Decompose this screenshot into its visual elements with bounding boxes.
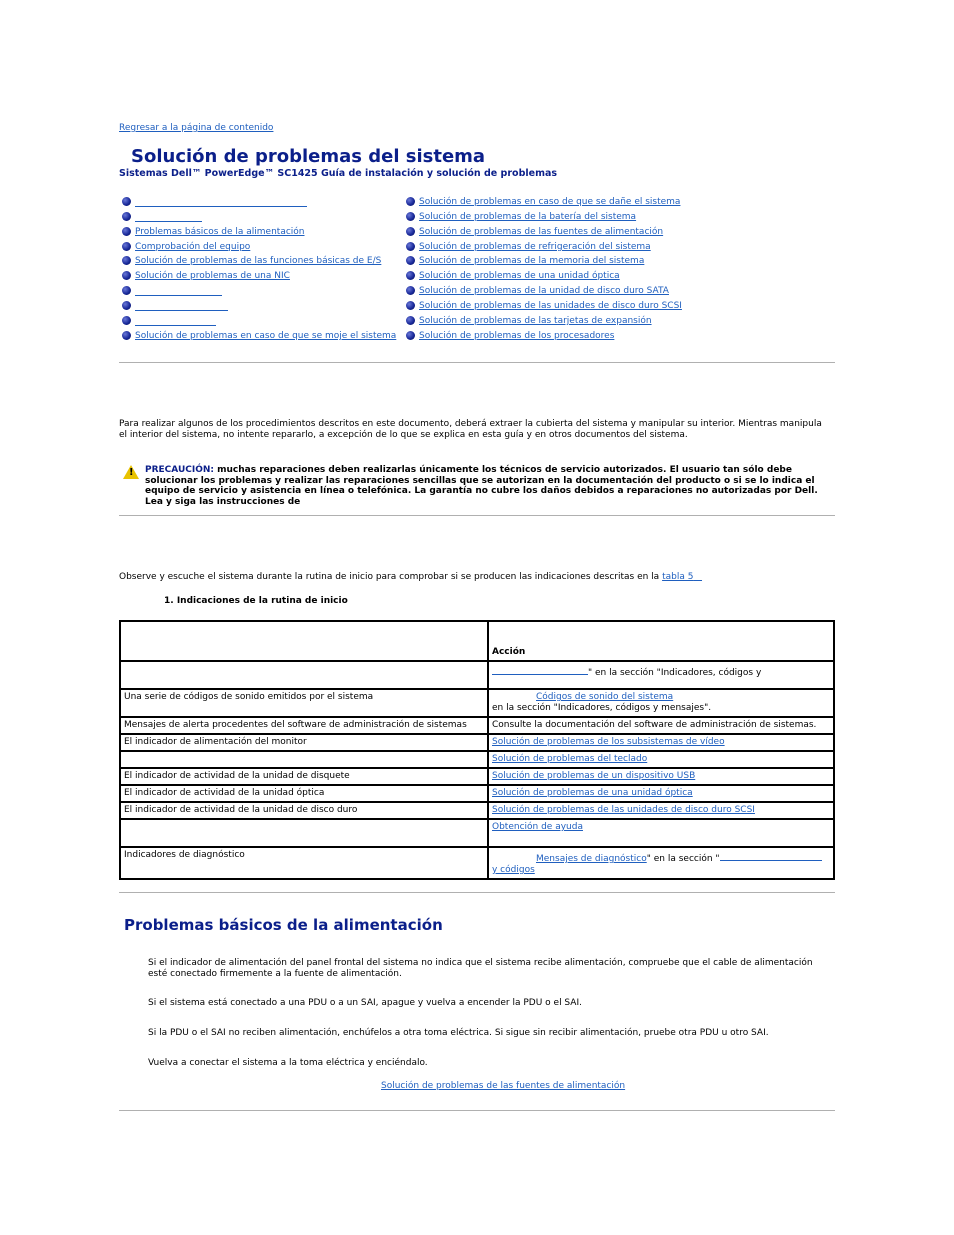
toc-link-blank[interactable] (135, 300, 228, 311)
section-title-power: Problemas básicos de la alimentación (124, 916, 443, 934)
bullet-icon (122, 197, 131, 206)
toc-link-optical[interactable]: Solución de problemas de una unidad óptica (419, 271, 620, 281)
toc-link-wet-system[interactable]: Solución de problemas en caso de que se moje el sistema (135, 331, 397, 341)
caution-label: PRECAUCIÓN: (145, 465, 215, 475)
divider (119, 515, 835, 516)
bullet-icon (406, 197, 415, 206)
back-to-contents-link[interactable]: Regresar a la página de contenido (119, 123, 274, 133)
toc-link-expansion[interactable]: Solución de problemas de las tarjetas de expansión (419, 316, 652, 326)
bullet-icon (122, 271, 131, 280)
intro-paragraph: Para realizar algunos de los procedimientos descritos en este documento, deberá extraer la cubierta del sistema y manipular su interior. Mientras manipula el interior del sistema, no intente repararlo, a excepción de lo que se explica en esta guía y en otros documentos del sistema. (119, 419, 822, 440)
table-cell: El indicador de actividad de la unidad de disco duro (120, 802, 488, 819)
toc-link-nic[interactable]: Solución de problemas de una NIC (135, 271, 290, 281)
bullet-icon (406, 301, 415, 310)
bullet-icon (406, 256, 415, 265)
toc-link-power-supplies[interactable]: Solución de problemas de las fuentes de alimentación (419, 227, 664, 237)
table-cell: El indicador de alimentación del monitor (120, 734, 488, 751)
toc-link-power-basic[interactable]: Problemas básicos de la alimentación (135, 227, 305, 237)
action-link-beep-codes[interactable]: Códigos de sonido del sistema (536, 692, 674, 702)
action-link-video[interactable]: Solución de problemas de los subsistemas de vídeo (492, 737, 725, 747)
action-link-keyboard[interactable]: Solución de problemas del teclado (492, 754, 648, 764)
table-cell (488, 768, 834, 785)
table-cell: Mensajes de alerta procedentes del software de administración de sistemas (120, 717, 488, 734)
action-link-blank[interactable] (720, 850, 822, 861)
toc-link-scsi[interactable]: Solución de problemas de las unidades de disco duro SCSI (419, 301, 682, 311)
action-link-blank[interactable] (492, 664, 588, 675)
table-cell (120, 819, 488, 847)
action-link-codes[interactable]: y códigos (492, 865, 535, 875)
table-cell: El indicador de actividad de la unidad óptica (120, 785, 488, 802)
table-cell (488, 802, 834, 819)
bullet-icon (122, 301, 131, 310)
power-supplies-link[interactable]: Solución de problemas de las fuentes de alimentación (381, 1081, 626, 1091)
table-cell (120, 661, 488, 689)
divider (119, 892, 835, 893)
table-cell: Una serie de códigos de sonido emitidos por el sistema (120, 689, 488, 717)
warning-exclamation: ! (129, 467, 134, 478)
toc-link-io-functions[interactable]: Solución de problemas de las funciones básicas de E/S (135, 256, 382, 266)
bullet-icon (406, 227, 415, 236)
startup-indications-table (119, 620, 835, 880)
bullet-icon (122, 316, 131, 325)
action-link-diagnostics[interactable]: Mensajes de diagnóstico (536, 854, 647, 864)
bullet-icon (406, 286, 415, 295)
table-link-blank[interactable] (693, 572, 702, 582)
toc-link-blank[interactable] (135, 315, 216, 326)
table-cell (488, 785, 834, 802)
toc-link-damaged-system[interactable]: Solución de problemas en caso de que se dañe el sistema (419, 197, 681, 207)
bullet-icon (122, 331, 131, 340)
bullet-icon (406, 316, 415, 325)
toc-link-blank[interactable] (135, 285, 222, 296)
header-action: Acción (488, 621, 834, 661)
observe-text: Observe y escuche el sistema durante la rutina de inicio para comprobar si se producen las indicaciones descritas en la (119, 572, 663, 582)
caution-text: muchas reparaciones deben realizarlas únicamente los técnicos de servicio autorizados. El usuario tan sólo debe solucionar los problemas y realizar las reparaciones sencillas que se autorizan en la documentación del producto o si se lo indica el equipo de servicio y asistencia en línea o telefónica. La garantía no cubre los daños debidos a reparaciones no autorizadas por Dell. Lea y siga las instrucciones de (145, 465, 818, 507)
page-title: Solución de problemas del sistema (131, 146, 486, 167)
action-link-optical[interactable]: Solución de problemas de una unidad óptica (492, 788, 693, 798)
divider (119, 1110, 835, 1111)
action-link-help[interactable]: Obtención de ayuda (492, 822, 583, 832)
bullet-icon (122, 256, 131, 265)
toc-link-blank[interactable] (135, 211, 202, 222)
table-cell (488, 847, 834, 879)
action-link-usb[interactable]: Solución de problemas de un dispositivo USB (492, 771, 696, 781)
bullet-icon (122, 227, 131, 236)
toc-link-blank[interactable] (135, 196, 307, 207)
power-step-3: Si la PDU o el SAI no reciben alimentación, enchúfelos a otra toma eléctrica. Si sigue sin recibir alimentación, pruebe otra PDU u otro SAI. (148, 1028, 769, 1038)
bullet-icon (406, 331, 415, 340)
table-cell: El indicador de actividad de la unidad de disquete (120, 768, 488, 785)
table-cell (488, 751, 834, 768)
header-indication (120, 621, 488, 661)
bullet-icon (406, 242, 415, 251)
table-cell (488, 819, 834, 847)
toc-link-battery[interactable]: Solución de problemas de la batería del sistema (419, 212, 637, 222)
toc-link-memory[interactable]: Solución de problemas de la memoria del sistema (419, 256, 645, 266)
bullet-icon (122, 286, 131, 295)
divider (119, 362, 835, 363)
bullet-icon (122, 242, 131, 251)
caution-note (145, 465, 825, 507)
bullet-icon (406, 271, 415, 280)
toc-link-processors[interactable]: Solución de problemas de los procesadores (419, 331, 615, 341)
table-cell: Indicadores de diagnóstico (120, 847, 488, 879)
table-cell (120, 751, 488, 768)
bullet-icon (406, 212, 415, 221)
action-text: en la sección "Indicadores, códigos y mensajes". (492, 703, 712, 713)
table-link[interactable]: tabla 5 (662, 572, 694, 582)
observe-paragraph (119, 572, 831, 583)
power-step-1: Si el indicador de alimentación del panel frontal del sistema no indica que el sistema recibe alimentación, compruebe que el cable de alimentación esté conectado firmemente a la fuente de alimentación. (148, 958, 813, 979)
action-link-scsi[interactable]: Solución de problemas de las unidades de disco duro SCSI (492, 805, 755, 815)
toc-link-cooling[interactable]: Solución de problemas de refrigeración del sistema (419, 242, 651, 252)
table-cell (488, 661, 834, 689)
toc-link-sata[interactable]: Solución de problemas de la unidad de disco duro SATA (419, 286, 669, 296)
toc-link-check-equipment[interactable]: Comprobación del equipo (135, 242, 251, 252)
action-text: " en la sección "Indicadores, códigos y (588, 668, 762, 678)
page-subtitle: Sistemas Dell™ PowerEdge™ SC1425 Guía de instalación y solución de problemas (119, 168, 558, 179)
table-cell (488, 734, 834, 751)
power-step-4: Vuelva a conectar el sistema a la toma eléctrica y enciéndalo. (148, 1058, 428, 1068)
bullet-icon (122, 212, 131, 221)
table-cell: Consulte la documentación del software de administración de sistemas. (488, 717, 834, 734)
table-caption: 1. Indicaciones de la rutina de inicio (164, 596, 348, 606)
power-step-2: Si el sistema está conectado a una PDU o a un SAI, apague y vuelva a encender la PDU o el SAI. (148, 998, 582, 1008)
table-cell (488, 689, 834, 717)
action-text: " en la sección " (646, 854, 720, 864)
